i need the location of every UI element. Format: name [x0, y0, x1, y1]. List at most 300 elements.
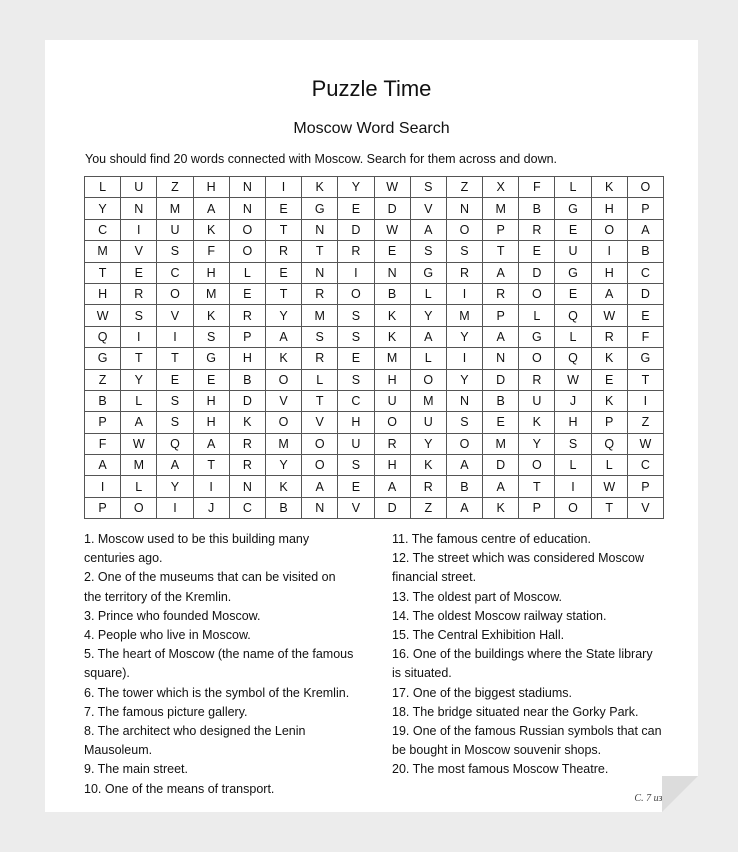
- grid-cell: A: [410, 326, 446, 347]
- grid-cell: E: [374, 241, 410, 262]
- grid-cell: Y: [265, 305, 301, 326]
- grid-cell: F: [85, 433, 121, 454]
- clue-item: 1. Moscow used to be this building many centuries ago.: [84, 532, 310, 566]
- grid-cell: A: [410, 219, 446, 240]
- grid-cell: K: [591, 390, 627, 411]
- grid-cell: E: [591, 369, 627, 390]
- clue-item: 20. The most famous Moscow Theatre.: [392, 762, 609, 777]
- grid-cell: H: [193, 262, 229, 283]
- grid-cell: N: [302, 497, 338, 518]
- grid-row: [85, 348, 664, 369]
- grid-cell: W: [374, 177, 410, 198]
- grid-cell: P: [627, 198, 663, 219]
- grid-cell: H: [591, 262, 627, 283]
- grid-cell: G: [555, 262, 591, 283]
- grid-cell: U: [374, 390, 410, 411]
- grid-cell: P: [483, 305, 519, 326]
- grid-cell: Y: [157, 476, 193, 497]
- grid-cell: G: [410, 262, 446, 283]
- grid-cell: M: [410, 390, 446, 411]
- grid-cell: C: [157, 262, 193, 283]
- grid-cell: K: [591, 348, 627, 369]
- grid-cell: Y: [519, 433, 555, 454]
- grid-cell: O: [591, 219, 627, 240]
- grid-cell: W: [555, 369, 591, 390]
- grid-cell: F: [193, 241, 229, 262]
- grid-cell: N: [229, 198, 265, 219]
- grid-cell: S: [446, 241, 482, 262]
- grid-row: [85, 497, 664, 518]
- grid-cell: H: [229, 348, 265, 369]
- grid-cell: G: [302, 198, 338, 219]
- grid-cell: B: [85, 390, 121, 411]
- clue-item: 4. People who live in Moscow.: [84, 628, 251, 643]
- grid-cell: T: [591, 497, 627, 518]
- grid-cell: A: [85, 455, 121, 476]
- grid-cell: K: [591, 177, 627, 198]
- grid-cell: O: [519, 283, 555, 304]
- grid-cell: G: [85, 348, 121, 369]
- grid-cell: N: [229, 177, 265, 198]
- grid-cell: A: [265, 326, 301, 347]
- grid-cell: O: [446, 219, 482, 240]
- grid-cell: A: [591, 283, 627, 304]
- grid-cell: W: [374, 219, 410, 240]
- grid-cell: E: [265, 262, 301, 283]
- grid-cell: K: [374, 305, 410, 326]
- grid-cell: E: [519, 241, 555, 262]
- grid-cell: Y: [446, 369, 482, 390]
- clue-item: 16. One of the buildings where the State library is situated.: [392, 647, 653, 681]
- grid-cell: E: [338, 476, 374, 497]
- grid-cell: L: [410, 283, 446, 304]
- grid-cell: D: [374, 198, 410, 219]
- grid-cell: O: [302, 433, 338, 454]
- clue-item: 14. The oldest Moscow railway station.: [392, 608, 607, 623]
- document-page: [45, 40, 698, 812]
- grid-cell: U: [121, 177, 157, 198]
- grid-cell: I: [121, 326, 157, 347]
- grid-cell: S: [410, 177, 446, 198]
- grid-cell: L: [302, 369, 338, 390]
- instructions-text: You should find 20 words connected with Moscow. Search for them across and down.: [85, 152, 558, 166]
- grid-cell: T: [193, 455, 229, 476]
- grid-cell: H: [193, 390, 229, 411]
- grid-cell: D: [338, 219, 374, 240]
- grid-cell: S: [193, 326, 229, 347]
- grid-cell: P: [85, 497, 121, 518]
- grid-cell: D: [483, 369, 519, 390]
- grid-cell: K: [193, 219, 229, 240]
- grid-cell: U: [410, 412, 446, 433]
- grid-cell: K: [265, 476, 301, 497]
- grid-cell: Q: [555, 348, 591, 369]
- grid-cell: W: [121, 433, 157, 454]
- grid-cell: R: [591, 326, 627, 347]
- clue-item: 18. The bridge situated near the Gorky Park.: [392, 704, 639, 719]
- grid-cell: S: [157, 241, 193, 262]
- clue-item: 2. One of the museums that can be visited on the territory of the Kremlin.: [84, 570, 336, 604]
- grid-cell: E: [229, 283, 265, 304]
- grid-cell: R: [121, 283, 157, 304]
- grid-cell: N: [302, 262, 338, 283]
- grid-cell: E: [555, 283, 591, 304]
- grid-cell: K: [410, 455, 446, 476]
- grid-cell: T: [121, 348, 157, 369]
- grid-cell: P: [483, 219, 519, 240]
- grid-cell: V: [121, 241, 157, 262]
- grid-cell: L: [555, 326, 591, 347]
- grid-cell: K: [483, 497, 519, 518]
- grid-cell: D: [229, 390, 265, 411]
- grid-cell: M: [121, 455, 157, 476]
- grid-cell: Q: [591, 433, 627, 454]
- grid-cell: H: [555, 412, 591, 433]
- grid-cell: I: [446, 283, 482, 304]
- grid-cell: T: [627, 369, 663, 390]
- grid-cell: C: [627, 262, 663, 283]
- grid-cell: D: [483, 455, 519, 476]
- grid-cell: G: [193, 348, 229, 369]
- grid-cell: W: [85, 305, 121, 326]
- grid-cell: Z: [85, 369, 121, 390]
- grid-cell: J: [555, 390, 591, 411]
- grid-cell: V: [338, 497, 374, 518]
- grid-cell: E: [338, 348, 374, 369]
- grid-cell: W: [591, 305, 627, 326]
- grid-cell: O: [519, 455, 555, 476]
- grid-cell: S: [338, 305, 374, 326]
- grid-cell: Z: [157, 177, 193, 198]
- grid-cell: T: [265, 283, 301, 304]
- grid-cell: T: [265, 219, 301, 240]
- grid-cell: R: [519, 219, 555, 240]
- grid-cell: H: [338, 412, 374, 433]
- grid-cell: M: [302, 305, 338, 326]
- grid-row: [85, 476, 664, 497]
- grid-cell: K: [374, 326, 410, 347]
- grid-cell: D: [374, 497, 410, 518]
- grid-cell: T: [302, 390, 338, 411]
- grid-cell: I: [157, 497, 193, 518]
- clue-item: 9. The main street.: [84, 762, 188, 777]
- clue-item: 17. One of the biggest stadiums.: [392, 685, 572, 700]
- grid-cell: M: [85, 241, 121, 262]
- grid-cell: T: [483, 241, 519, 262]
- grid-cell: W: [627, 433, 663, 454]
- clue-item: 7. The famous picture gallery.: [84, 704, 248, 719]
- grid-cell: M: [374, 348, 410, 369]
- grid-cell: U: [519, 390, 555, 411]
- clue-item: 15. The Central Exhibition Hall.: [392, 628, 565, 643]
- grid-cell: I: [157, 326, 193, 347]
- grid-cell: B: [483, 390, 519, 411]
- grid-cell: L: [121, 476, 157, 497]
- grid-cell: D: [627, 283, 663, 304]
- grid-cell: E: [265, 198, 301, 219]
- grid-cell: L: [121, 390, 157, 411]
- grid-cell: U: [555, 241, 591, 262]
- grid-row: [85, 177, 664, 198]
- grid-cell: E: [483, 412, 519, 433]
- grid-cell: Q: [555, 305, 591, 326]
- clues-left-column: [84, 530, 356, 799]
- grid-cell: P: [85, 412, 121, 433]
- grid-cell: S: [302, 326, 338, 347]
- grid-cell: V: [627, 497, 663, 518]
- grid-cell: O: [121, 497, 157, 518]
- grid-cell: S: [157, 390, 193, 411]
- grid-cell: H: [193, 412, 229, 433]
- grid-cell: A: [193, 198, 229, 219]
- grid-cell: N: [121, 198, 157, 219]
- grid-cell: Y: [265, 455, 301, 476]
- grid-cell: R: [410, 476, 446, 497]
- grid-row: [85, 262, 664, 283]
- grid-cell: R: [229, 305, 265, 326]
- grid-cell: M: [265, 433, 301, 454]
- grid-cell: R: [483, 283, 519, 304]
- grid-cell: B: [519, 198, 555, 219]
- grid-cell: L: [229, 262, 265, 283]
- grid-cell: W: [591, 476, 627, 497]
- grid-cell: P: [627, 476, 663, 497]
- grid-cell: Y: [338, 177, 374, 198]
- grid-cell: K: [519, 412, 555, 433]
- grid-cell: A: [627, 219, 663, 240]
- grid-cell: B: [446, 476, 482, 497]
- grid-cell: C: [85, 219, 121, 240]
- grid-cell: M: [157, 198, 193, 219]
- grid-cell: R: [229, 455, 265, 476]
- page-subtitle: Moscow Word Search: [293, 120, 450, 137]
- grid-cell: Q: [157, 433, 193, 454]
- clue-item: 8. The architect who designed the Lenin Mausoleum.: [84, 724, 306, 758]
- grid-row: [85, 241, 664, 262]
- grid-cell: S: [555, 433, 591, 454]
- grid-cell: Y: [85, 198, 121, 219]
- grid-cell: T: [85, 262, 121, 283]
- grid-cell: O: [410, 369, 446, 390]
- grid-cell: N: [374, 262, 410, 283]
- grid-cell: T: [519, 476, 555, 497]
- grid-cell: F: [519, 177, 555, 198]
- grid-cell: L: [555, 455, 591, 476]
- clue-item: 11. The famous centre of education.: [392, 532, 591, 546]
- grid-cell: R: [302, 283, 338, 304]
- grid-row: [85, 305, 664, 326]
- grid-row: [85, 390, 664, 411]
- grid-cell: L: [85, 177, 121, 198]
- grid-cell: R: [265, 241, 301, 262]
- clue-item: 13. The oldest part of Moscow.: [392, 589, 563, 604]
- grid-cell: N: [483, 348, 519, 369]
- grid-cell: E: [121, 262, 157, 283]
- grid-cell: C: [229, 497, 265, 518]
- grid-cell: D: [519, 262, 555, 283]
- grid-cell: L: [591, 455, 627, 476]
- grid-cell: I: [265, 177, 301, 198]
- grid-cell: Z: [446, 177, 482, 198]
- grid-cell: A: [121, 412, 157, 433]
- grid-cell: A: [374, 476, 410, 497]
- grid-cell: B: [265, 497, 301, 518]
- grid-cell: O: [446, 433, 482, 454]
- grid-row: [85, 412, 664, 433]
- grid-cell: I: [338, 262, 374, 283]
- grid-cell: H: [374, 369, 410, 390]
- grid-cell: E: [193, 369, 229, 390]
- grid-cell: S: [338, 369, 374, 390]
- grid-cell: E: [555, 219, 591, 240]
- grid-cell: M: [446, 305, 482, 326]
- grid-cell: S: [157, 412, 193, 433]
- grid-cell: O: [157, 283, 193, 304]
- grid-cell: H: [85, 283, 121, 304]
- grid-cell: O: [229, 219, 265, 240]
- grid-cell: S: [446, 412, 482, 433]
- grid-row: [85, 326, 664, 347]
- grid-cell: Z: [627, 412, 663, 433]
- grid-cell: N: [302, 219, 338, 240]
- grid-cell: T: [157, 348, 193, 369]
- grid-cell: E: [627, 305, 663, 326]
- grid-cell: A: [483, 476, 519, 497]
- grid-cell: R: [374, 433, 410, 454]
- grid-cell: L: [555, 177, 591, 198]
- grid-cell: H: [591, 198, 627, 219]
- grid-cell: L: [410, 348, 446, 369]
- grid-cell: S: [338, 326, 374, 347]
- clue-item: 10. One of the means of transport.: [84, 781, 275, 796]
- grid-row: [85, 283, 664, 304]
- grid-cell: I: [121, 219, 157, 240]
- grid-cell: O: [265, 412, 301, 433]
- clue-item: 5. The heart of Moscow (the name of the famous square).: [84, 647, 354, 681]
- grid-cell: C: [338, 390, 374, 411]
- grid-row: [85, 198, 664, 219]
- grid-cell: S: [338, 455, 374, 476]
- grid-cell: R: [338, 241, 374, 262]
- page-fold-corner: [662, 776, 698, 812]
- grid-cell: P: [591, 412, 627, 433]
- grid-cell: B: [374, 283, 410, 304]
- grid-cell: B: [627, 241, 663, 262]
- grid-cell: O: [265, 369, 301, 390]
- grid-cell: Q: [85, 326, 121, 347]
- grid-cell: A: [446, 455, 482, 476]
- grid-cell: H: [193, 177, 229, 198]
- grid-cell: R: [519, 369, 555, 390]
- grid-cell: V: [410, 198, 446, 219]
- page-title: Puzzle Time: [311, 76, 432, 101]
- grid-cell: O: [627, 177, 663, 198]
- grid-cell: N: [446, 198, 482, 219]
- grid-row: [85, 433, 664, 454]
- grid-cell: G: [627, 348, 663, 369]
- grid-row: [85, 455, 664, 476]
- grid-cell: O: [338, 283, 374, 304]
- grid-cell: O: [519, 348, 555, 369]
- grid-cell: O: [374, 412, 410, 433]
- grid-cell: O: [229, 241, 265, 262]
- grid-cell: A: [446, 497, 482, 518]
- page-number: С. 7 из 8: [634, 793, 670, 804]
- grid-cell: R: [446, 262, 482, 283]
- grid-cell: F: [627, 326, 663, 347]
- grid-cell: I: [555, 476, 591, 497]
- grid-row: [85, 219, 664, 240]
- grid-cell: Z: [410, 497, 446, 518]
- grid-row: [85, 369, 664, 390]
- grid-cell: A: [483, 326, 519, 347]
- grid-cell: Y: [410, 305, 446, 326]
- grid-cell: M: [193, 283, 229, 304]
- grid-cell: I: [591, 241, 627, 262]
- grid-cell: K: [229, 412, 265, 433]
- grid-cell: M: [483, 433, 519, 454]
- grid-cell: G: [555, 198, 591, 219]
- grid-cell: V: [265, 390, 301, 411]
- grid-cell: A: [302, 476, 338, 497]
- grid-cell: R: [302, 348, 338, 369]
- grid-cell: Y: [121, 369, 157, 390]
- grid-cell: P: [519, 497, 555, 518]
- grid-cell: B: [229, 369, 265, 390]
- clue-item: 3. Prince who founded Moscow.: [84, 608, 261, 623]
- grid-cell: E: [157, 369, 193, 390]
- grid-cell: G: [519, 326, 555, 347]
- grid-cell: K: [265, 348, 301, 369]
- grid-cell: U: [157, 219, 193, 240]
- word-search-grid: [84, 176, 664, 519]
- grid-cell: J: [193, 497, 229, 518]
- grid-cell: Y: [410, 433, 446, 454]
- grid-cell: V: [302, 412, 338, 433]
- grid-cell: A: [157, 455, 193, 476]
- grid-cell: O: [555, 497, 591, 518]
- grid-cell: V: [157, 305, 193, 326]
- grid-cell: A: [483, 262, 519, 283]
- grid-cell: E: [338, 198, 374, 219]
- grid-cell: I: [627, 390, 663, 411]
- grid-cell: Y: [446, 326, 482, 347]
- grid-cell: K: [193, 305, 229, 326]
- clue-item: 12. The street which was considered Moscow financial street.: [392, 551, 644, 585]
- grid-cell: M: [483, 198, 519, 219]
- grid-cell: T: [302, 241, 338, 262]
- grid-cell: H: [374, 455, 410, 476]
- grid-cell: P: [229, 326, 265, 347]
- grid-cell: S: [121, 305, 157, 326]
- clues-right-column: [392, 530, 664, 780]
- grid-cell: N: [229, 476, 265, 497]
- grid-cell: O: [302, 455, 338, 476]
- grid-cell: S: [410, 241, 446, 262]
- clue-item: 6. The tower which is the symbol of the Kremlin.: [84, 685, 350, 700]
- grid-cell: U: [338, 433, 374, 454]
- grid-cell: L: [519, 305, 555, 326]
- grid-cell: A: [193, 433, 229, 454]
- grid-cell: I: [446, 348, 482, 369]
- grid-cell: C: [627, 455, 663, 476]
- clue-item: 19. One of the famous Russian symbols that can be bought in Moscow souvenir shops.: [392, 724, 662, 758]
- grid-cell: N: [446, 390, 482, 411]
- grid-cell: X: [483, 177, 519, 198]
- grid-cell: I: [193, 476, 229, 497]
- grid-cell: K: [302, 177, 338, 198]
- grid-cell: R: [229, 433, 265, 454]
